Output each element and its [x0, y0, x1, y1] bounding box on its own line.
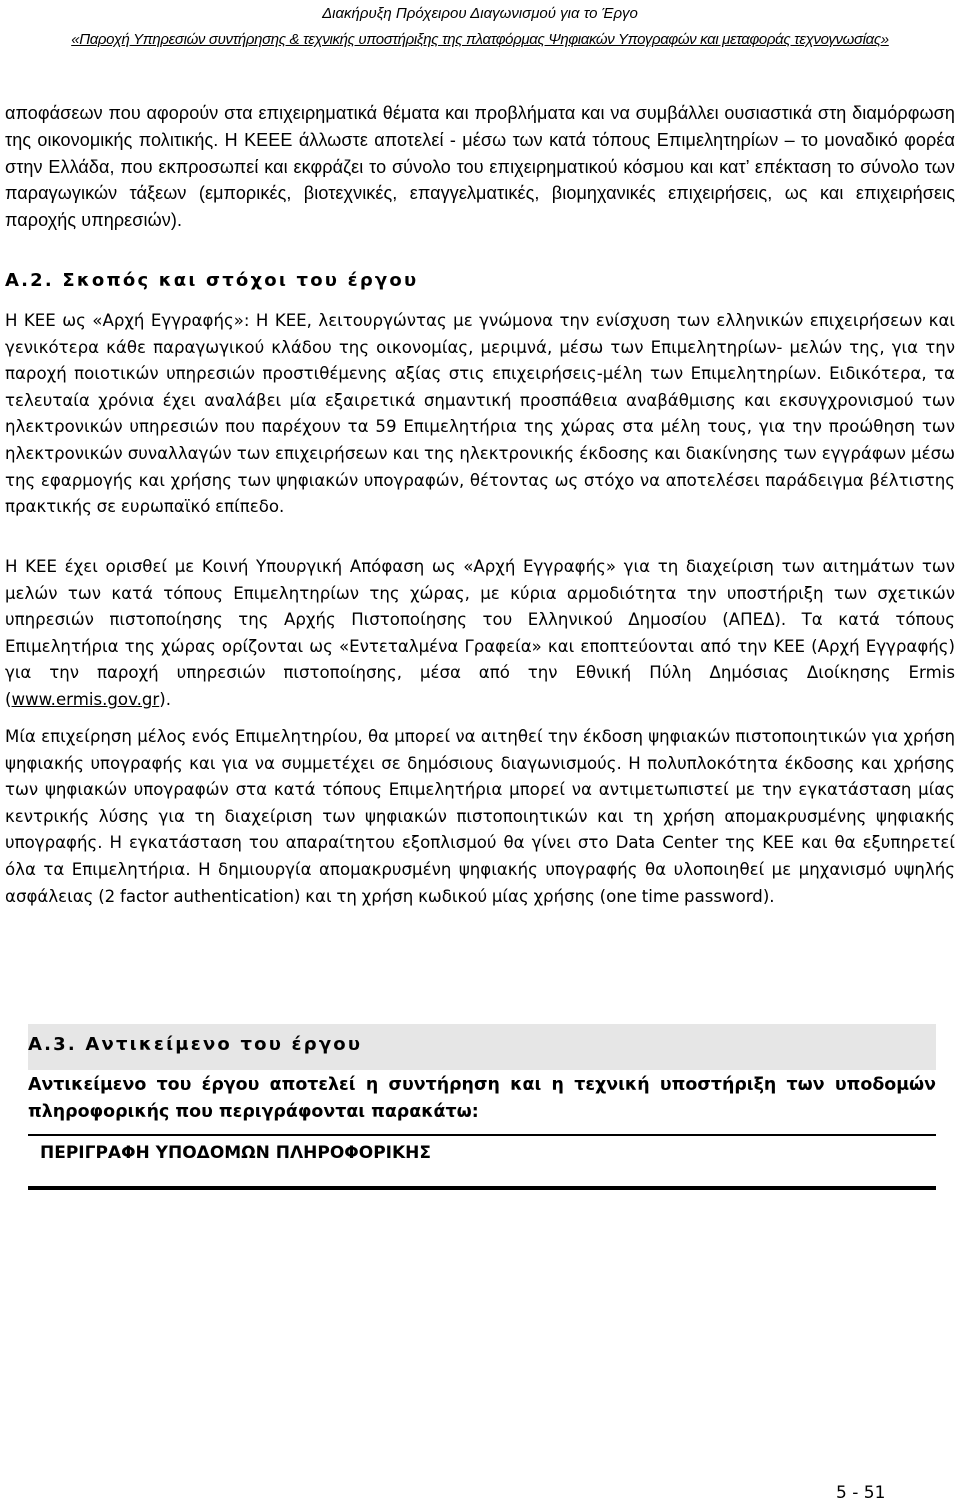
table-bottom-rule [28, 1186, 936, 1190]
section-a3-heading: Α.3. Αντικείμενο του έργου [28, 1034, 363, 1055]
page-number: 5 - 51 [836, 1483, 886, 1503]
table-top-rule [28, 1134, 936, 1136]
header-subtitle: «Παροχή Υπηρεσιών συντήρησης & τεχνικής υποστήριξης της πλατφόρμας Ψηφιακών Υπογραφών και μεταφοράς τεχνογνωσίας» [71, 31, 889, 48]
section-a2-paragraph-1: Η ΚΕΕ ως «Αρχή Εγγραφής»: Η ΚΕΕ, λειτουργώντας με γνώμονα την ενίσχυση των ελληνικών επιχειρήσεων και γενικότερα κάθε παραγωγικού κλάδου της οικονομίας, μεριμνά, μέσω των Επιμελητηρίων- μελών της, για την παροχή ποιοτικών υπηρεσιών προστιθέμενης αξίας στις επιχειρήσεις-μέλη των Επιμελητηρίων. Ειδικότερα, τα τελευταία χρόνια έχει αναλάβει μία εξαιρετικά σημαντική προσπάθεια αναβάθμισης και εκσυγχρονισμού των ηλεκτρονικών υπηρεσιών που παρέχουν τα 59 Επιμελητήρια της χώρας στα μέλη τους, για την προώθηση των ηλεκτρονικών συναλλαγών των επιχειρήσεων και της ηλεκτρονικής έκδοσης και διακίνησης των εγγράφων μέσω της εφαρμογής και χρήσης των ψηφιακών υπογραφών, θέτοντας ως στόχο να αποτελέσει παράδειγμα βέλτιστης πρακτικής σε ευρωπαϊκό επίπεδο. [5, 311, 955, 517]
section-a2-paragraph-3: Μία επιχείρηση μέλος ενός Επιμελητηρίου, θα μπορεί να αιτηθεί την έκδοση ψηφιακών πιστοποιητικών για χρήση ψηφιακής υπογραφής και για να συμμετέχει σε δημόσιους διαγωνισμούς. Η πολυπλοκότητα έκδοσης και χρήσης των ψηφιακών υπογραφών στα κατά τόπους Επιμελητήρια μπορεί να αντιμετωπιστεί με την εγκατάσταση μίας κεντρικής λύσης για τη διαχείριση των ψηφιακών πιστοποιητικών και τη χρήση απομακρυσμένης ψηφιακής υπογραφής. Η εγκατάσταση του απαραίτητου εξοπλισμού θα γίνει στο Data Center της ΚΕΕ και θα εξυπηρετεί όλα τα Επιμελητήρια. Η δημιουργία απομακρυσμένη ψηφιακής υπογραφής θα υλοποιηθεί με μηχανισμό υψηλής ασφάλειας (2 factor authentication) και τη χρήση κωδικού μίας χρήσης (one time password). [5, 727, 955, 906]
project-objective: Αντικείμενο του έργου αποτελεί η συντήρηση και η τεχνική υποστήριξη των υποδομών πληροφορικής που περιγράφονται παρακάτω: [28, 1075, 936, 1122]
section-a2-paragraph-2 [5, 554, 955, 714]
intro-paragraph: αποφάσεων που αφορούν στα επιχειρηματικά θέματα και προβλήματα και να συμβάλλει ουσιαστικά στη διαμόρφωση της οικονομικής πολιτικής. Η ΚΕΕΕ άλλωστε αποτελεί - μέσω των κατά τόπους Επιμελητηρίων – το μοναδικό φορέα στην Ελλάδα, που εκπροσωπεί και εκφράζει το σύνολο του επιχειρηματικού κόσμου και κατ’ επέκταση το σύνολο των παραγωγικών τάξεων (εμπορικές, βιοτεχνικές, επαγγελματικές, βιομηχανικές επιχειρήσεις, ως και επιχειρήσεις παροχής υπηρεσιών). [5, 103, 955, 231]
infrastructure-title: ΠΕΡΙΓΡΑΦΗ ΥΠΟΔΟΜΩΝ ΠΛΗΡΟΦΟΡΙΚΗΣ [40, 1143, 432, 1163]
paragraph-2-end: ). [159, 689, 171, 709]
header-title: Διακήρυξη Πρόχειρου Διαγωνισμού για το Έργο [322, 5, 638, 22]
section-a2-heading: Α.2. Σκοπός και στόχοι του έργου [5, 270, 419, 291]
ermis-link[interactable]: www.ermis.gov.gr [11, 689, 160, 709]
paragraph-2-text: Η ΚΕΕ έχει ορισθεί με Κοινή Υπουργική Απόφαση ως «Αρχή Εγγραφής» για τη διαχείριση των αιτημάτων των μελών των κατά τόπους Επιμελητηρίων της χώρας, με κύρια αρμοδιότητα την υποστήριξη των σχετικών υπηρεσιών πιστοποίησης της Αρχής Πιστοποίησης του Ελληνικού Δημοσίου (ΑΠΕΔ). Τα κατά τόπους Επιμελητήρια της χώρας ορίζονται ως «Εντεταλμένα Γραφεία» και εποπτεύονται από την ΚΕΕ (Αρχή Εγγραφής) για την παροχή υπηρεσιών πιστοποίησης, μέσα από την Εθνική Πύλη Δημόσιας Διοίκησης Ermis ( [5, 557, 955, 709]
